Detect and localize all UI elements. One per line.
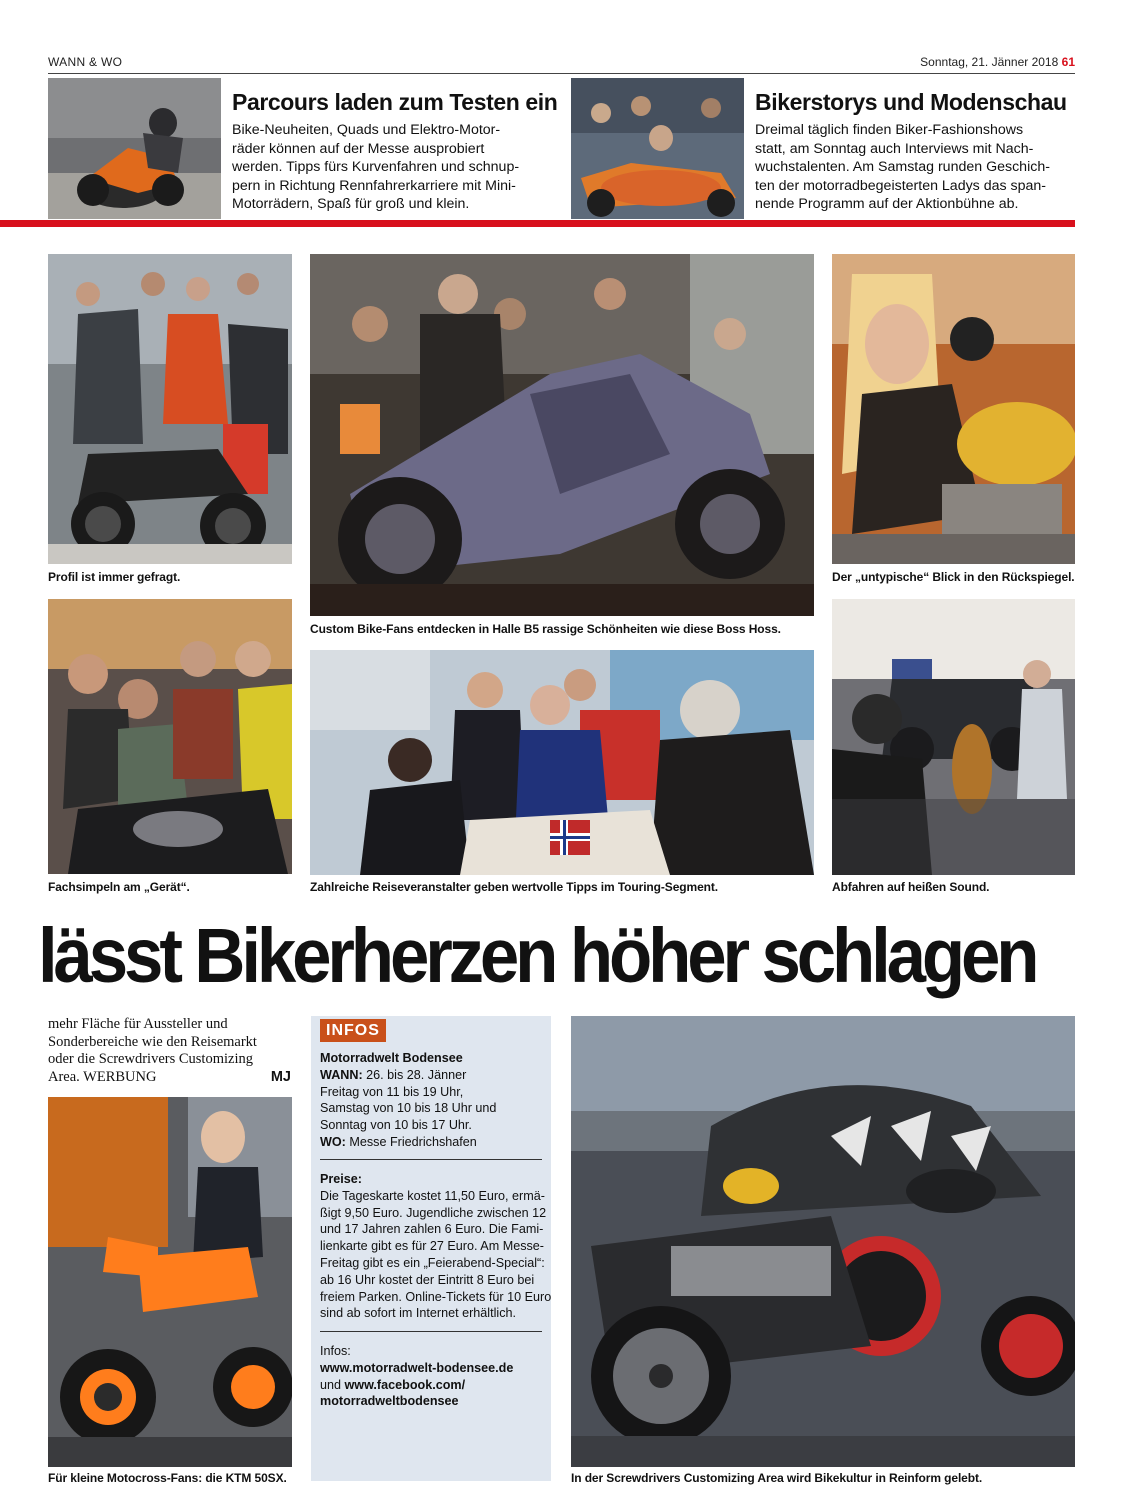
- issue-date: [920, 55, 1075, 69]
- main-headline: lässt Bikerherzen höher schlagen: [38, 913, 1036, 999]
- teaser-line: räder können auf der Messe ausprobiert: [232, 140, 485, 157]
- info-preise-line: freiem Parken. Online-Tickets für 10 Euro: [320, 1289, 552, 1304]
- header-rule: [48, 73, 1075, 74]
- caption-custom: Custom Bike-Fans entdecken in Halle B5 rassige Schönheiten wie diese Boss Hoss.: [310, 622, 781, 636]
- info-wo-value: Messe Friedrichshafen: [349, 1134, 477, 1149]
- article-body: [48, 1016, 291, 1086]
- caption-ktm: Für kleine Motocross-Fans: die KTM 50SX.: [48, 1471, 287, 1485]
- teaser-line: werden. Tipps fürs Kurvenfahren und schnup-: [232, 159, 520, 176]
- info-event-block: [320, 1050, 496, 1151]
- teaser-line: ten der motorradbegeisterten Ladys das span-: [755, 177, 1047, 194]
- body-line: oder die Screwdrivers Customizing: [48, 1051, 253, 1068]
- facebook-link-cont[interactable]: motorradweltbodensee: [320, 1394, 459, 1409]
- info-wann-label: WANN:: [320, 1067, 363, 1082]
- teaser-photo-parcours: [48, 78, 221, 219]
- caption-reise: Zahlreiche Reiseveranstalter geben wertvolle Tipps im Touring-Segment.: [310, 880, 719, 894]
- caption-sound: Abfahren auf heißen Sound.: [832, 880, 990, 894]
- teaser-line: Dreimal täglich finden Biker-Fashionshows: [755, 122, 1024, 138]
- teaser-text-bikerstorys: [755, 121, 1050, 214]
- info-preise-line: ßigt 9,50 Euro. Jugendliche zwischen 12: [320, 1205, 547, 1220]
- website-link[interactable]: www.motorradwelt-bodensee.de: [320, 1360, 514, 1375]
- photo-fachsimpeln: [48, 599, 292, 874]
- info-und: und: [320, 1377, 342, 1392]
- info-preise-line: lienkarte gibt es für 27 Euro. Am Messe-: [320, 1239, 544, 1254]
- teaser-line: pern in Richtung Rennfahrerkarriere mit Mini-: [232, 177, 516, 194]
- info-time-line: Freitag von 11 bis 19 Uhr,: [320, 1084, 464, 1099]
- info-wann-line: [320, 1067, 496, 1084]
- facebook-link[interactable]: www.facebook.com/: [344, 1377, 466, 1392]
- info-preise-line: sind ab sofort im Internet erhältlich.: [320, 1306, 516, 1321]
- info-time-line: Samstag von 10 bis 18 Uhr und: [320, 1101, 497, 1116]
- info-wo-label: WO:: [320, 1134, 346, 1149]
- caption-profil: Profil ist immer gefragt.: [48, 570, 181, 584]
- caption-fachsimpeln: Fachsimpeln am „Gerät“.: [48, 880, 190, 894]
- photo-screwdrivers: [571, 1016, 1075, 1467]
- infos-badge: INFOS: [320, 1019, 386, 1042]
- info-time-line: Sonntag von 10 bis 17 Uhr.: [320, 1118, 472, 1133]
- photo-profil: [48, 254, 292, 564]
- info-event-title: Motorradwelt Bodensee: [320, 1051, 463, 1065]
- teaser-title-parcours: Parcours laden zum Testen ein: [232, 89, 558, 115]
- photo-ktm: [48, 1097, 292, 1467]
- info-links-block: [320, 1343, 513, 1410]
- info-wann-value: 26. bis 28. Jänner: [366, 1067, 467, 1082]
- body-line: Area. WERBUNG: [48, 1068, 157, 1085]
- info-infos-label: Infos:: [320, 1344, 351, 1358]
- facebook-line: [320, 1377, 513, 1394]
- section-label: WANN & WO: [48, 55, 123, 69]
- date-text: Sonntag, 21. Jänner 2018: [920, 55, 1059, 69]
- info-divider: [320, 1159, 542, 1160]
- page-number: 61: [1061, 55, 1075, 69]
- info-preise-block: [320, 1171, 551, 1322]
- info-preise-line: Die Tageskarte kostet 11,50 Euro, ermä-: [320, 1188, 545, 1203]
- body-last-line: [48, 1069, 291, 1087]
- body-line: mehr Fläche für Aussteller und: [48, 1016, 228, 1032]
- caption-screwdrivers: In der Screwdrivers Customizing Area wird Bikekultur in Reinform gelebt.: [571, 1471, 983, 1485]
- info-wo-line: [320, 1134, 496, 1151]
- info-preise-label: Preise:: [320, 1172, 363, 1186]
- teaser-title-bikerstorys: Bikerstorys und Modenschau: [755, 89, 1067, 115]
- photo-reise: [310, 650, 814, 875]
- photo-rueckspiegel: [832, 254, 1075, 564]
- info-preise-line: und 17 Jahren zahlen 6 Euro. Die Fami-: [320, 1222, 544, 1237]
- teaser-line: Bike-Neuheiten, Quads und Elektro-Motor-: [232, 122, 501, 138]
- photo-sound: [832, 599, 1075, 875]
- teaser-line: Motorrädern, Spaß für groß und klein.: [232, 196, 470, 213]
- body-line: Sonderbereiche wie den Reisemarkt: [48, 1033, 257, 1050]
- teaser-line: nende Programm auf der Aktionbühne ab.: [755, 196, 1019, 213]
- photo-boss-hoss: [310, 254, 814, 616]
- teaser-line: statt, am Sonntag auch Interviews mit Nach-: [755, 140, 1034, 157]
- info-preise-line: ab 16 Uhr kostet der Eintritt 8 Euro bei: [320, 1272, 535, 1287]
- author-initials: MJ: [270, 1068, 291, 1085]
- caption-rueckspiegel: Der „untypische“ Blick in den Rückspiegel.: [832, 570, 1075, 584]
- teaser-photo-bikerstorys: [571, 78, 744, 219]
- red-divider: [0, 220, 1075, 227]
- info-divider: [320, 1331, 542, 1332]
- teaser-line: wuchstalenten. Am Samstag runden Geschich-: [755, 159, 1050, 176]
- teaser-text-parcours: [232, 121, 519, 214]
- info-preise-line: Freitag gibt es ein „Feierabend-Special“:: [320, 1255, 545, 1270]
